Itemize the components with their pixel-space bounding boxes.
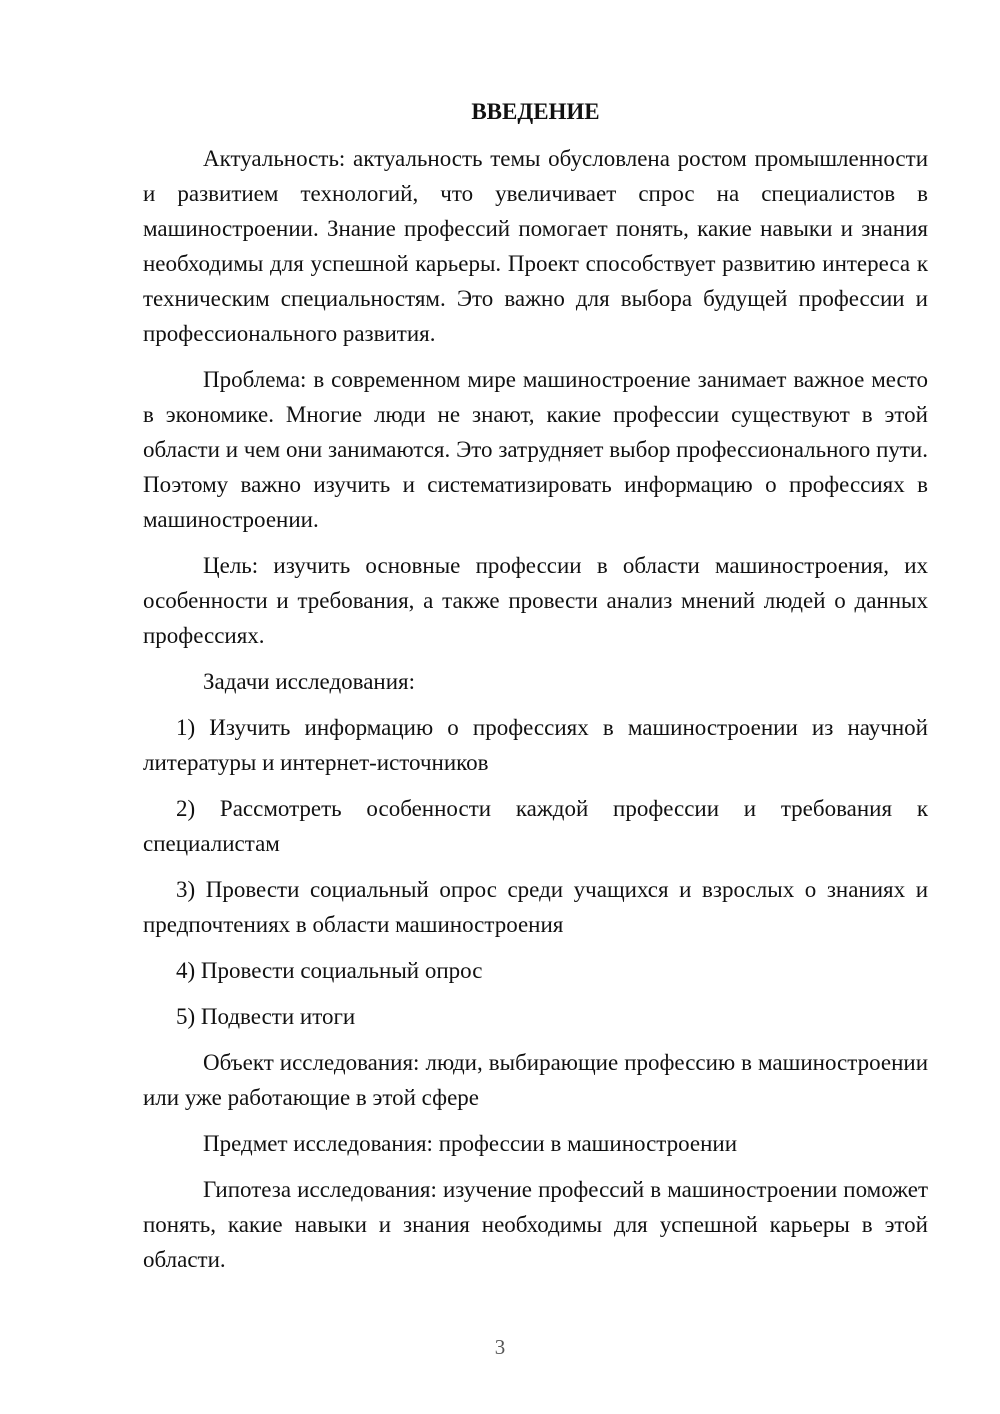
paragraph-subject: Предмет исследования: профессии в машиностроении [203,1131,738,1156]
paragraph-problem: Проблема: в современном мире машиностроение занимает важное место в экономике. Многие люди не знают, какие профессии существуют в этой области и чем они занимаются. Это затрудняет выбор профессионального пути. Поэтому важно изучить и систематизировать информацию о профессиях в машиностроении. [143,367,928,532]
list-item: 1) Изучить информацию о профессиях в машиностроении из научной литературы и интернет-источников [143,715,928,775]
paragraph-goal: Цель: изучить основные профессии в области машиностроения, их особенности и требования, а также провести анализ мнений людей о данных профессиях. [143,553,928,648]
paragraph-hypothesis: Гипотеза исследования: изучение профессий в машиностроении поможет понять, какие навыки и знания необходимы для успешной карьеры в этой области. [143,1177,928,1272]
tasks-list [143,710,928,1034]
list-item: 4) Провести социальный опрос [176,958,483,983]
page-title: ВВЕДЕНИЕ [471,99,600,124]
document-page [143,94,928,1288]
paragraph-relevance: Актуальность: актуальность темы обусловлена ростом промышленности и развитием технологий, что увеличивает спрос на специалистов в машиностроении. Знание профессий помогает понять, какие навыки и знания необходимы для успешной карьеры. Проект способствует развитию интереса к техническим специальностям. Это важно для выбора будущей профессии и профессионального развития. [143,146,928,346]
list-item: 5) Подвести итоги [176,1004,356,1029]
page-number: 3 [494,1335,506,1359]
tasks-heading: Задачи исследования: [203,669,416,694]
list-item: 3) Провести социальный опрос среди учащихся и взрослых о знаниях и предпочтениях в области машиностроения [143,877,928,937]
paragraph-object: Объект исследования: люди, выбирающие профессию в машиностроении или уже работающие в этой сфере [143,1050,928,1110]
list-item: 2) Рассмотреть особенности каждой профессии и требования к специалистам [143,796,928,856]
